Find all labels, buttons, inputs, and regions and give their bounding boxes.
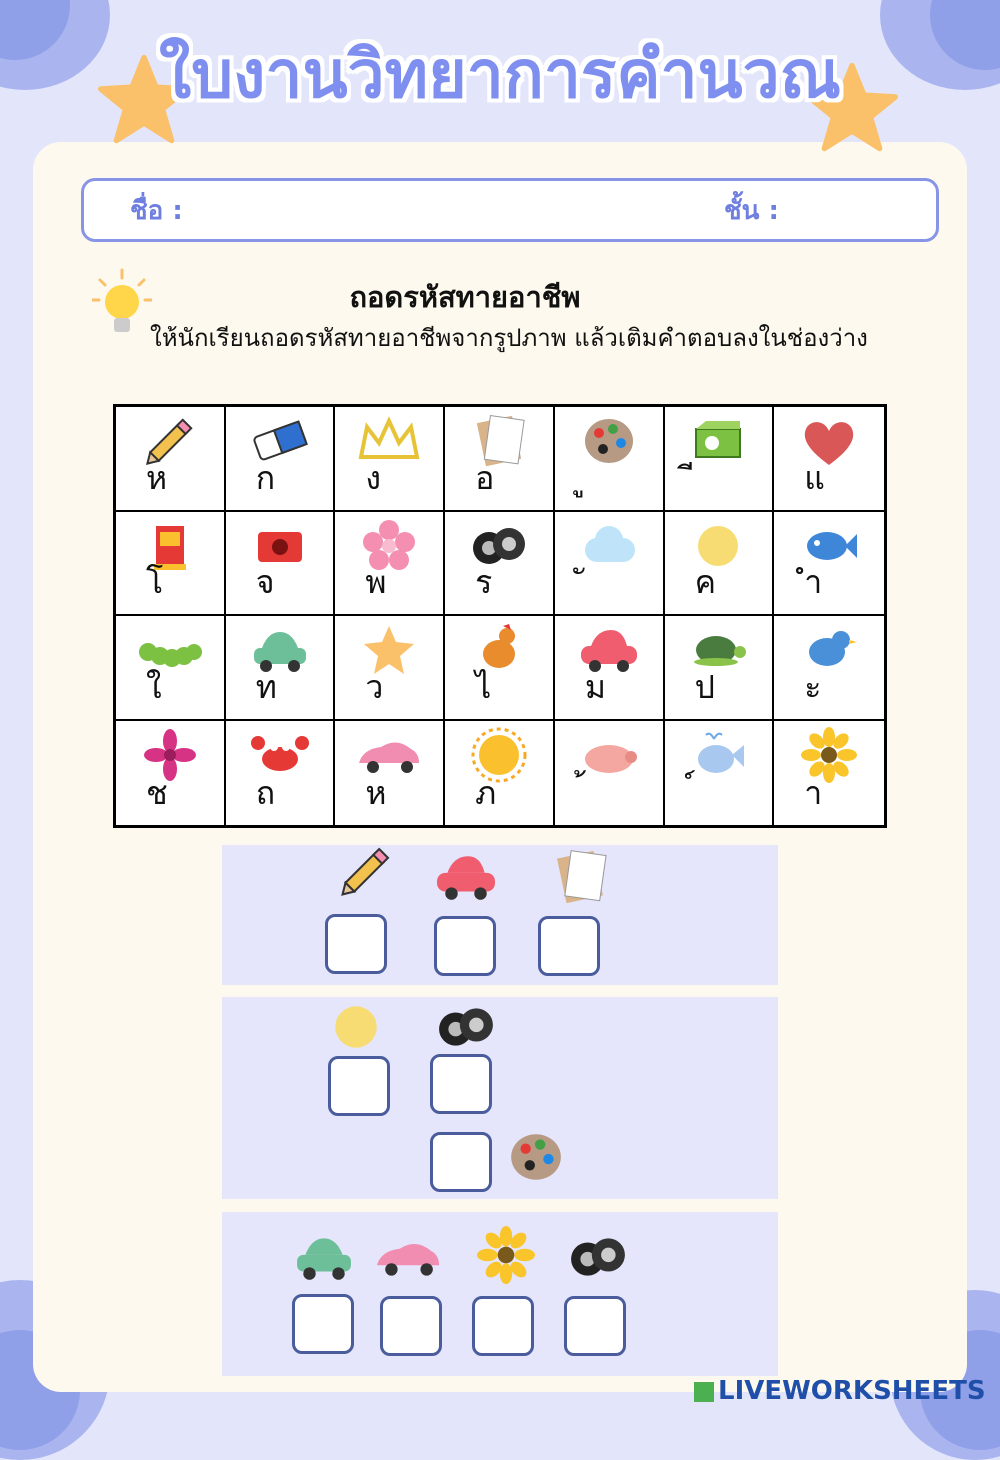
answer-box[interactable]: [292, 1294, 354, 1354]
answer-box[interactable]: [430, 1132, 492, 1192]
sportscar-pink-icon: [372, 1228, 444, 1286]
grid-cell: [774, 407, 884, 512]
code-letter: ก: [255, 458, 276, 497]
answer-box[interactable]: [380, 1296, 442, 1356]
code-letter: ร: [475, 563, 493, 601]
code-letter: ใ: [146, 667, 162, 706]
grid-cell: [335, 616, 445, 721]
cloud-icon: [577, 518, 641, 574]
code-letter: จ: [255, 563, 275, 601]
grid-cell: [335, 407, 445, 512]
grid-cell: [445, 512, 555, 617]
code-letter: ไ: [475, 667, 492, 706]
grid-cell: [116, 407, 226, 512]
grid-cell: [665, 407, 775, 512]
code-letter: ถ: [255, 774, 276, 812]
answer-box[interactable]: [538, 916, 600, 976]
grid-cell: [774, 512, 884, 617]
answer-box[interactable]: [434, 916, 496, 976]
code-letter: ช: [146, 774, 168, 812]
answer-box[interactable]: [430, 1054, 492, 1114]
answer-box[interactable]: [325, 914, 387, 974]
name-label: ชื่อ :: [130, 196, 183, 226]
grid-cell: [555, 721, 665, 826]
grid-cell: [445, 407, 555, 512]
code-letter: พ: [365, 563, 387, 601]
pencil-icon: [330, 842, 402, 900]
code-letter: ห: [146, 458, 168, 497]
grid-cell: [555, 616, 665, 721]
code-letter: โ: [146, 563, 164, 601]
name-class-field[interactable]: [81, 178, 939, 242]
pig-icon: [577, 727, 641, 783]
grid-cell: [555, 407, 665, 512]
whale-icon: [686, 727, 750, 783]
moon-icon: [320, 998, 392, 1056]
code-letter: ำ: [804, 563, 823, 601]
grid-cell: [116, 512, 226, 617]
grid-cell: [665, 512, 775, 617]
code-letter: ท: [255, 667, 277, 706]
answer-box[interactable]: [564, 1296, 626, 1356]
code-letter: ป: [694, 667, 715, 706]
grid-cell: [774, 616, 884, 721]
car-green-icon: [288, 1228, 360, 1286]
code-letter: ค: [694, 563, 716, 601]
notepad-icon: [544, 848, 616, 906]
section-title: ถอดรหัสทายอาชีพ: [349, 280, 581, 314]
grid-cell: [445, 721, 555, 826]
grid-cell: [335, 512, 445, 617]
grid-cell: [774, 721, 884, 826]
page-title: ใบงานวิทยาการคำนวณ: [159, 36, 841, 113]
tires-icon: [430, 998, 502, 1056]
grid-cell: [116, 721, 226, 826]
grid-cell: [335, 721, 445, 826]
grid-cell: [445, 616, 555, 721]
liveworksheets-logo: LIVEWORKSHEETS: [694, 1376, 986, 1406]
grid-cell: [665, 616, 775, 721]
car-red-icon: [430, 848, 502, 906]
tires-icon: [562, 1228, 634, 1286]
code-letter: า: [804, 774, 823, 812]
grid-cell: [226, 616, 336, 721]
code-letter: ภ: [475, 774, 497, 812]
grid-cell: [555, 512, 665, 617]
instruction-text: ให้นักเรียนถอดรหัสทายอาชีพจากรูปภาพ แล้วเติมคำตอบลงในช่องว่าง: [150, 324, 868, 352]
code-letter: แ: [804, 458, 825, 497]
answer-box[interactable]: [472, 1296, 534, 1356]
grid-cell: [116, 616, 226, 721]
code-letter: อ: [475, 458, 495, 497]
grid-cell: [226, 512, 336, 617]
answer-box[interactable]: [328, 1056, 390, 1116]
grid-cell: [226, 721, 336, 826]
code-letter: ง: [365, 458, 382, 497]
sunflower-icon: [470, 1226, 542, 1284]
grid-cell: [665, 721, 775, 826]
code-letter: ห: [365, 774, 387, 812]
class-label: ชั้น :: [724, 196, 779, 226]
code-letter: ม: [584, 667, 606, 706]
code-letter: ว: [365, 667, 384, 706]
code-grid: [113, 404, 887, 828]
code-letter: ะ: [804, 667, 822, 706]
palette-icon: [577, 413, 641, 469]
grid-cell: [226, 407, 336, 512]
palette-icon: [500, 1128, 572, 1186]
sharpener-green-icon: [686, 413, 750, 469]
